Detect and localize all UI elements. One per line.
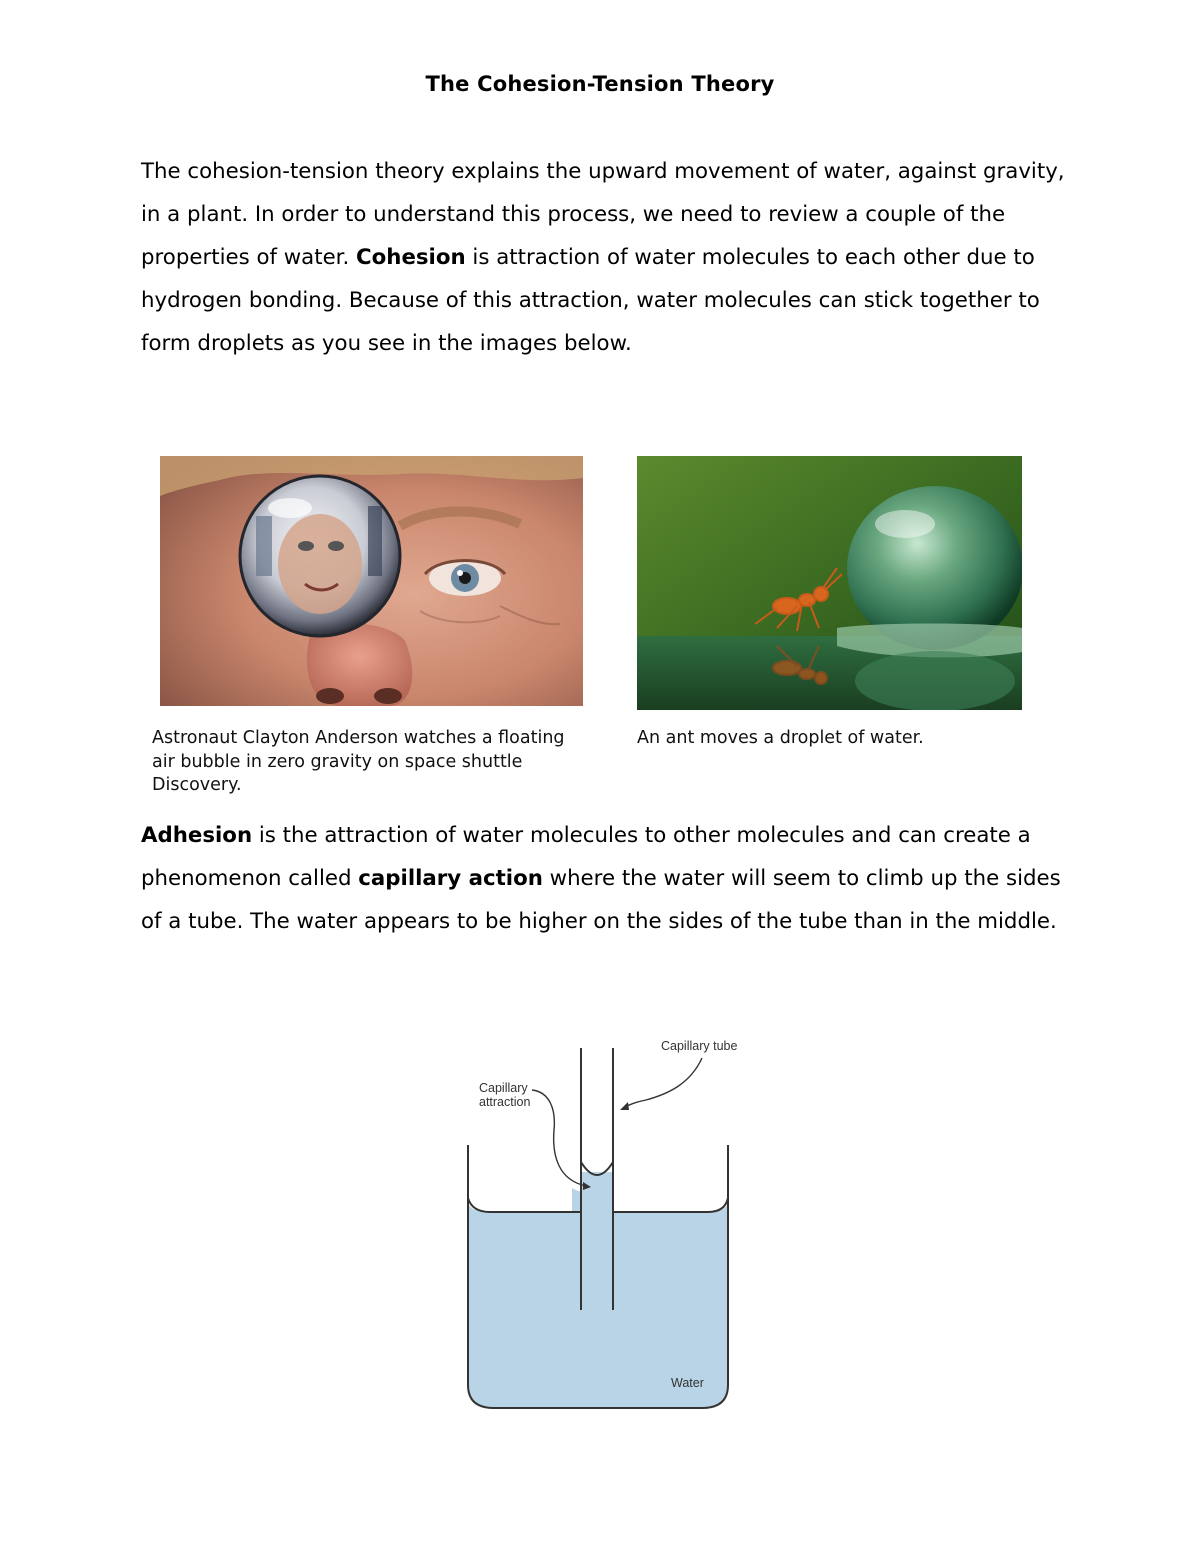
astronaut-bubble-photo [160,456,583,706]
adhesion-text-1: is the attraction of water molecules to other molecules and can create a phenomenon called [141,823,1031,891]
intro-text-1: The cohesion-tension theory explains the upward movement of water, against gravity, in a plant. In order to understand this process, we need to review a couple of the properties of water. [141,159,1065,270]
intro-paragraph [141,150,1076,365]
caption-astronaut: Astronaut Clayton Anderson watches a floating air bubble in zero gravity on space shuttle Discovery. [152,728,565,795]
ant-droplet-photo [637,456,1022,710]
label-capillary-tube: Capillary tube [661,1039,738,1053]
term-adhesion: Adhesion [141,823,253,848]
adhesion-paragraph [141,814,1076,943]
label-water: Water [671,1376,704,1390]
intro-text-2: is attraction of water molecules to each other due to hydrogen bonding. Because of this attraction, water molecules can stick together to form droplets as you see in the images below. [141,245,1040,356]
capillary-diagram [440,1030,760,1420]
term-cohesion: Cohesion [356,245,466,270]
adhesion-text-2: where the water will seem to climb up the sides of a tube. The water appears to be higher on the sides of the tube than in the middle. [141,866,1061,934]
caption-ant: An ant moves a droplet of water. [637,728,924,748]
label-capillary-attraction: Capillary attraction [479,1081,531,1109]
term-capillary-action: capillary action [358,866,543,891]
page-title: The Cohesion-Tension Theory [425,72,775,96]
